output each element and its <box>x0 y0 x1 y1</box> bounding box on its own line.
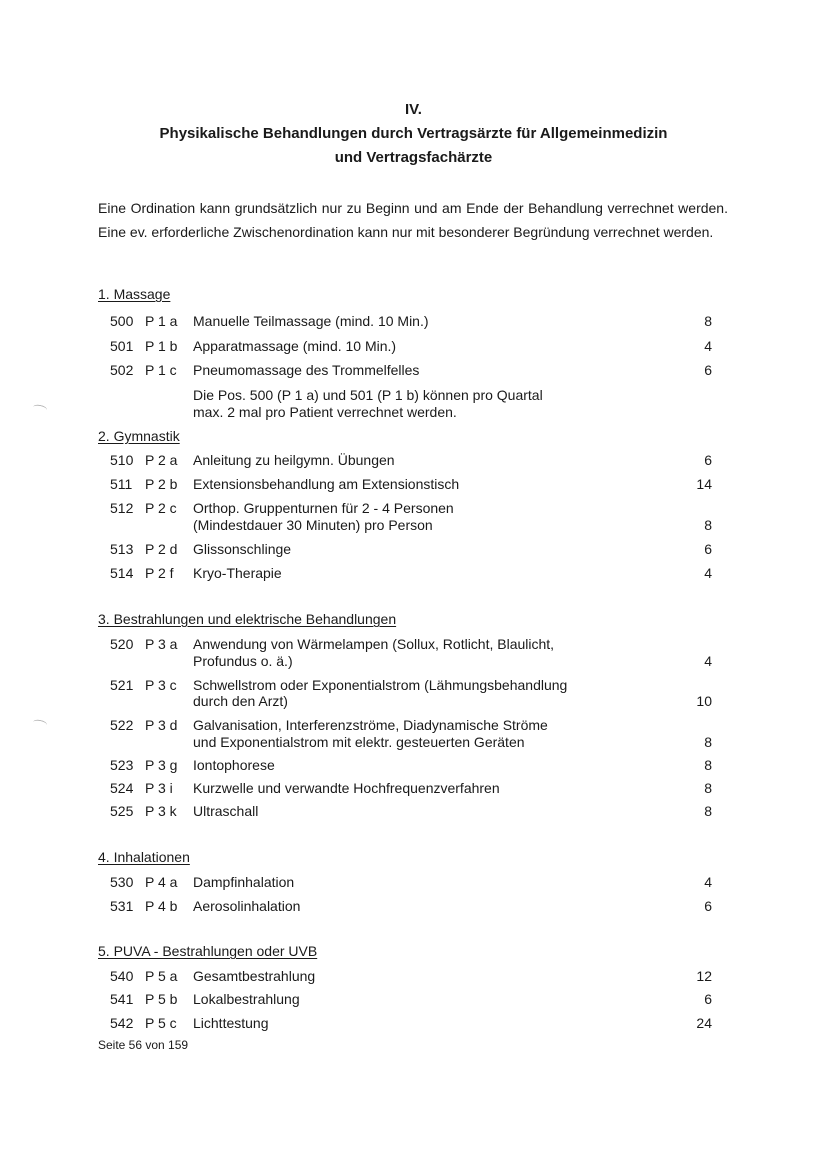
row-points: 24 <box>696 1015 712 1031</box>
section-title-gymnastik: 2. Gymnastik <box>98 428 180 444</box>
row-code: 524 <box>110 780 134 796</box>
row-description: Galvanisation, Interferenzströme, Diadynamische Ströme <box>193 717 548 733</box>
row-position: P 5 c <box>145 1015 177 1031</box>
row-position: P 5 a <box>145 968 178 984</box>
row-description: Iontophorese <box>193 757 275 773</box>
row-points: 4 <box>704 874 712 890</box>
row-description-line2: und Exponentialstrom mit elektr. gesteuerten Geräten <box>193 734 525 750</box>
row-points: 8 <box>704 517 712 533</box>
massage-note-line2: max. 2 mal pro Patient verrechnet werden. <box>193 404 457 420</box>
row-description: Anleitung zu heilgymn. Übungen <box>193 452 395 468</box>
row-position: P 2 d <box>145 541 178 557</box>
row-position: P 2 a <box>145 452 178 468</box>
row-description-line2: (Mindestdauer 30 Minuten) pro Person <box>193 517 433 533</box>
row-position: P 2 b <box>145 476 178 492</box>
row-description-line2: Profundus o. ä.) <box>193 653 293 669</box>
row-position: P 1 c <box>145 362 177 378</box>
row-position: P 1 b <box>145 338 178 354</box>
row-description: Extensionsbehandlung am Extensionstisch <box>193 476 460 492</box>
row-description: Kurzwelle und verwandte Hochfrequenzverfahren <box>193 780 500 796</box>
row-points: 14 <box>696 476 712 492</box>
row-points: 8 <box>704 803 712 819</box>
row-position: P 4 a <box>145 874 178 890</box>
page-footer: Seite 56 von 159 <box>98 1038 189 1052</box>
row-code: 514 <box>110 565 134 581</box>
row-code: 513 <box>110 541 134 557</box>
row-code: 522 <box>110 717 134 733</box>
row-description: Lichttestung <box>193 1015 269 1031</box>
row-position: P 3 d <box>145 717 178 733</box>
row-position: P 3 g <box>145 757 178 773</box>
row-description: Anwendung von Wärmelampen (Sollux, Rotlicht, Blaulicht, <box>193 636 555 652</box>
scan-mark <box>32 404 47 414</box>
row-points: 10 <box>696 693 712 709</box>
row-description-line2: durch den Arzt) <box>193 693 288 709</box>
row-description: Pneumomassage des Trommelfelles <box>193 362 420 378</box>
row-description: Dampfinhalation <box>193 874 295 890</box>
row-position: P 2 c <box>145 500 177 516</box>
row-code: 531 <box>110 898 134 914</box>
section-title-puva: 5. PUVA - Bestrahlungen oder UVB <box>98 943 318 959</box>
row-points: 6 <box>704 452 712 468</box>
scan-mark <box>32 719 47 729</box>
row-description: Kryo-Therapie <box>193 565 282 581</box>
row-points: 8 <box>704 780 712 796</box>
row-position: P 3 a <box>145 636 178 652</box>
row-points: 8 <box>704 313 712 329</box>
row-code: 521 <box>110 677 134 693</box>
row-code: 530 <box>110 874 134 890</box>
section-title-inhalationen: 4. Inhalationen <box>98 849 190 865</box>
row-description: Manuelle Teilmassage (mind. 10 Min.) <box>193 313 429 329</box>
row-position: P 3 c <box>145 677 177 693</box>
row-description: Schwellstrom oder Exponentialstrom (Lähmungsbehandlung <box>193 677 568 693</box>
row-description: Glissonschlinge <box>193 541 292 557</box>
row-position: P 4 b <box>145 898 178 914</box>
row-description: Gesamtbestrahlung <box>193 968 316 984</box>
row-code: 523 <box>110 757 134 773</box>
row-code: 501 <box>110 338 134 354</box>
row-code: 540 <box>110 968 134 984</box>
row-code: 502 <box>110 362 134 378</box>
row-points: 4 <box>704 338 712 354</box>
row-position: P 5 b <box>145 991 178 1007</box>
page-title-line2: und Vertragsfachärzte <box>334 149 493 166</box>
row-points: 4 <box>704 653 712 669</box>
massage-note-line1: Die Pos. 500 (P 1 a) und 501 (P 1 b) können pro Quartal <box>193 387 543 403</box>
section-title-bestrahlungen: 3. Bestrahlungen und elektrische Behandlungen <box>98 611 397 627</box>
row-points: 6 <box>704 991 712 1007</box>
row-points: 12 <box>696 968 712 984</box>
row-description: Orthop. Gruppenturnen für 2 - 4 Personen <box>193 500 454 516</box>
row-code: 542 <box>110 1015 134 1031</box>
row-code: 525 <box>110 803 134 819</box>
row-points: 8 <box>704 757 712 773</box>
row-position: P 3 i <box>145 780 173 796</box>
row-description: Apparatmassage (mind. 10 Min.) <box>193 338 397 354</box>
intro-paragraph: Eine Ordination kann grundsätzlich nur zu Beginn und am Ende der Behandlung verrechnet werden. Eine ev. erforderliche Zwischenordination kann nur mit besonderer Begründung verrechnet werden. <box>98 200 728 240</box>
section-title-massage: 1. Massage <box>98 286 171 302</box>
row-code: 512 <box>110 500 134 516</box>
row-code: 520 <box>110 636 134 652</box>
row-description: Lokalbestrahlung <box>193 991 300 1007</box>
row-points: 6 <box>704 541 712 557</box>
row-code: 541 <box>110 991 134 1007</box>
row-description: Aerosolinhalation <box>193 898 301 914</box>
section-numeral: IV. <box>405 101 422 118</box>
row-points: 8 <box>704 734 712 750</box>
row-description: Ultraschall <box>193 803 259 819</box>
row-code: 500 <box>110 313 134 329</box>
row-position: P 2 f <box>145 565 174 581</box>
row-points: 4 <box>704 565 712 581</box>
page-title-line1: Physikalische Behandlungen durch Vertragsärzte für Allgemeinmedizin <box>159 125 668 142</box>
row-points: 6 <box>704 362 712 378</box>
row-code: 511 <box>110 476 133 492</box>
row-points: 6 <box>704 898 712 914</box>
row-code: 510 <box>110 452 134 468</box>
row-position: P 1 a <box>145 313 178 329</box>
row-position: P 3 k <box>145 803 177 819</box>
